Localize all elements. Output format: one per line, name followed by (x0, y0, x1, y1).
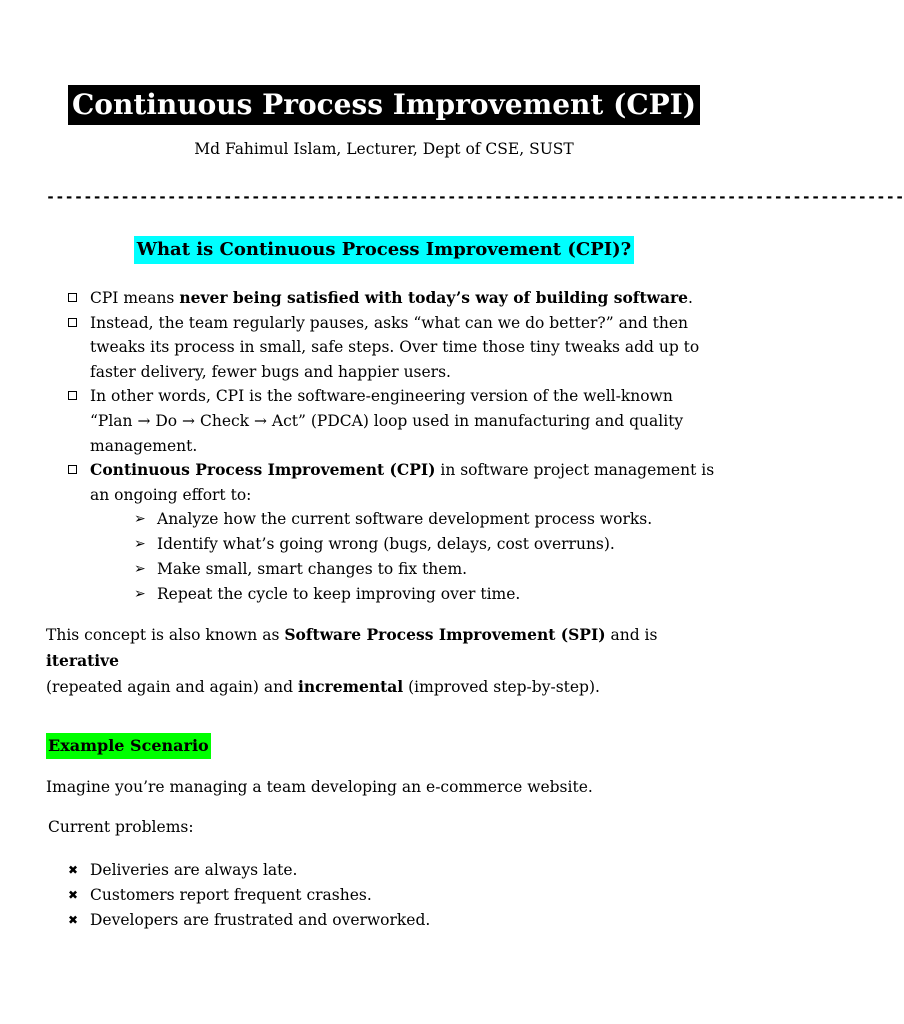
paragraph-bold-text: Software Process Improvement (SPI) (284, 625, 606, 644)
list-item (68, 458, 728, 606)
list-item (68, 883, 668, 908)
sub-list-item (134, 557, 728, 582)
arrow-bullet-icon: ➢ (134, 511, 146, 528)
spi-paragraph (46, 622, 726, 700)
x-bullet-icon: ✖ (68, 888, 79, 902)
problem-text: Customers report frequent crashes. (90, 886, 372, 904)
list-item (68, 311, 728, 385)
arrow-bullet-icon: ➢ (134, 560, 146, 577)
section-heading: What is Continuous Process Improvement (CPI)? (134, 236, 634, 264)
paragraph-text: (improved step-by-step). (403, 678, 600, 696)
title-wrapper (0, 85, 768, 125)
x-bullet-icon: ✖ (68, 863, 79, 877)
problem-text: Deliveries are always late. (90, 861, 298, 879)
sub-list-item (134, 582, 728, 607)
arrow-bullet-icon: ➢ (134, 585, 146, 602)
sub-bullet-text: Repeat the cycle to keep improving over time. (157, 584, 521, 603)
bullet-text: Instead, the team regularly pauses, asks “what can we do better?” and then tweaks its process in small, safe steps. Over time those tiny tweaks add up to faster delivery, fewer bugs and happier users. (90, 313, 700, 381)
imagine-text: Imagine you’re managing a team developing an e-commerce website. (46, 778, 593, 796)
sub-bullet-text: Identify what’s going wrong (bugs, delays, cost overruns). (157, 535, 615, 554)
bullet-bold-text: never being satisfied with today’s way of building software (179, 288, 689, 307)
section-heading-wrapper (0, 236, 768, 264)
current-problems-label: Current problems: (48, 818, 194, 836)
list-item (68, 384, 728, 458)
bullet-text: “Plan → Do → Check → Act” (PDCA) loop used in manufacturing and quality management. (90, 411, 684, 455)
bullet-text: in software project management is an ongoing effort to: (90, 461, 715, 504)
square-bullet-icon (68, 293, 77, 302)
list-item (68, 908, 668, 933)
x-bullet-icon: ✖ (68, 913, 79, 927)
sub-bullet-text: Analyze how the current software development process works. (157, 510, 653, 529)
page-title: Continuous Process Improvement (CPI) (68, 85, 700, 125)
sub-list-item (134, 532, 728, 557)
problems-list (68, 858, 668, 933)
problem-text: Developers are frustrated and overworked. (90, 911, 431, 929)
paragraph-bold-text: incremental (297, 677, 404, 696)
sub-list-item (134, 507, 728, 532)
list-item (68, 286, 728, 311)
paragraph-bold-text: iterative (46, 651, 120, 670)
square-bullet-icon (68, 318, 77, 327)
bullet-bold-text: Continuous Process Improvement (CPI) (90, 460, 436, 480)
sub-bullet-text: Make small, smart changes to fix them. (157, 559, 468, 578)
bullet-text: In other words, CPI is the software-engineering version of the well-known (90, 387, 673, 406)
example-heading: Example Scenario (46, 733, 211, 759)
bullet-text: CPI means (90, 289, 180, 307)
square-bullet-icon (68, 391, 77, 400)
list-item (68, 858, 668, 883)
author-line: Md Fahimul Islam, Lecturer, Dept of CSE, SUST (194, 140, 574, 158)
cpi-bullet-list (68, 286, 728, 607)
paragraph-text: and is (605, 626, 658, 644)
paragraph-text: (repeated again and again) and (46, 678, 298, 696)
sub-bullet-list (90, 507, 728, 606)
paragraph-text: This concept is also known as (46, 626, 285, 644)
bullet-text: . (688, 289, 693, 307)
square-bullet-icon (68, 465, 77, 474)
divider-line: -------------------------------------------------------------------------------------------- (46, 188, 904, 206)
arrow-bullet-icon: ➢ (134, 536, 146, 553)
